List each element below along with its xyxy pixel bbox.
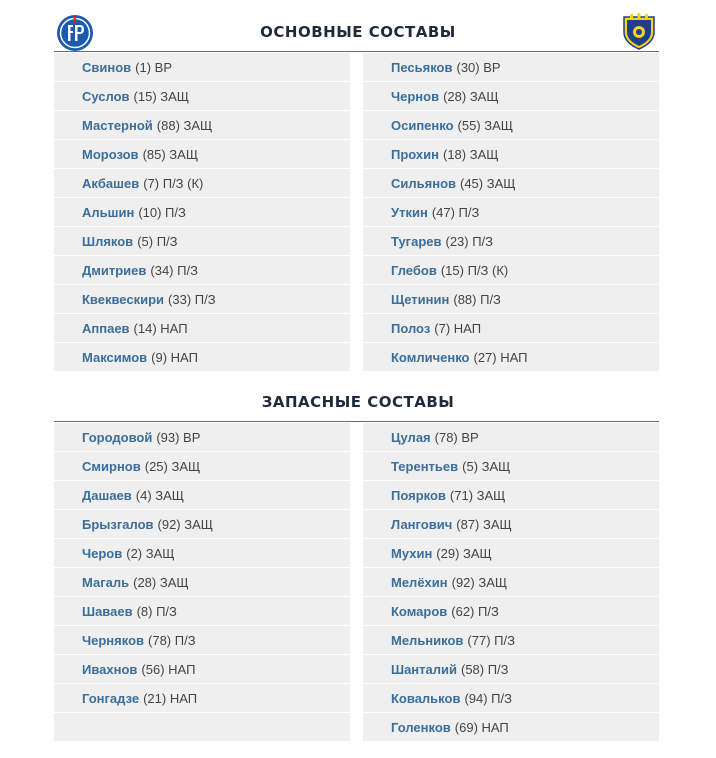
player-info: (85) ЗАЩ: [142, 146, 199, 162]
player-name-link[interactable]: Комличенко: [391, 349, 470, 365]
player-info: (30) ВР: [456, 59, 501, 75]
player-name-link[interactable]: Прохин: [391, 146, 439, 162]
player-info: (10) П/З: [138, 204, 186, 220]
player-info: (78) ВР: [434, 429, 479, 445]
player-row: [54, 82, 350, 110]
player-info: (93) ВР: [156, 429, 201, 445]
player-row: [54, 256, 350, 284]
player-name-link[interactable]: Ивахнов: [82, 661, 138, 677]
player-row: [363, 626, 659, 654]
player-name-link[interactable]: Терентьев: [391, 458, 459, 474]
player-info: (55) ЗАЩ: [457, 117, 513, 133]
player-info: (47) П/З: [431, 204, 480, 220]
player-name-link[interactable]: Шанталий: [391, 661, 457, 677]
player-row: [54, 111, 350, 139]
player-info: (71) ЗАЩ: [449, 487, 506, 503]
player-row: [54, 684, 350, 712]
player-name-link[interactable]: Осипенко: [391, 117, 454, 133]
player-name-link[interactable]: Черов: [82, 545, 123, 561]
player-row: [363, 82, 659, 110]
player-info: (15) ЗАЩ: [133, 88, 189, 104]
player-row: [363, 256, 659, 284]
player-row: [54, 713, 350, 741]
player-name-link[interactable]: Брызгалов: [82, 516, 154, 532]
player-name-link[interactable]: Полоз: [391, 320, 431, 336]
player-name-link[interactable]: Суслов: [82, 88, 130, 104]
player-info: (45) ЗАЩ: [460, 175, 516, 191]
player-row: [363, 198, 659, 226]
player-row: [363, 568, 659, 596]
player-row: [363, 481, 659, 509]
player-info: (18) ЗАЩ: [442, 146, 499, 162]
player-row: [54, 140, 350, 168]
player-info: (8) П/З: [136, 603, 177, 619]
player-name-link[interactable]: Мелёхин: [391, 574, 448, 590]
player-name-link[interactable]: Черняков: [82, 632, 145, 648]
player-info: (2) ЗАЩ: [126, 545, 175, 561]
subs-lineups-title: ЗАПАСНЫЕ СОСТАВЫ: [261, 393, 455, 411]
player-info: (88) П/З: [453, 291, 501, 307]
player-info: (23) П/З: [445, 233, 494, 249]
away-starters-list: [363, 53, 659, 372]
player-name-link[interactable]: Городовой: [82, 429, 153, 445]
player-name-link[interactable]: Поярков: [391, 487, 446, 503]
player-name-link[interactable]: Уткин: [391, 204, 428, 220]
player-name-link[interactable]: Гонгадзе: [82, 690, 140, 706]
player-info: (77) П/З: [467, 632, 515, 648]
player-name-link[interactable]: Мастерной: [82, 117, 153, 133]
player-row: [363, 169, 659, 197]
player-name-link[interactable]: Смирнов: [82, 458, 141, 474]
player-name-link[interactable]: Акбашев: [82, 175, 140, 191]
player-row: [54, 314, 350, 342]
player-info: (4) ЗАЩ: [135, 487, 184, 503]
player-name-link[interactable]: Мельников: [391, 632, 464, 648]
away-subs-list: [363, 423, 659, 742]
player-row: [363, 655, 659, 683]
player-row: [54, 597, 350, 625]
player-info: (33) П/З: [168, 291, 216, 307]
player-row: [363, 140, 659, 168]
main-lineups-title: ОСНОВНЫЕ СОСТАВЫ: [260, 23, 456, 41]
player-name-link[interactable]: Песьяков: [391, 59, 453, 75]
player-row: [363, 684, 659, 712]
subs-lineups-divider: [54, 421, 659, 422]
player-info: (29) ЗАЩ: [436, 545, 492, 561]
player-row: [363, 53, 659, 81]
player-info: (87) ЗАЩ: [456, 516, 512, 532]
home-starters-list: [54, 53, 350, 372]
player-name-link[interactable]: Лангович: [391, 516, 453, 532]
player-info: (78) П/З: [148, 632, 196, 648]
player-info: (14) НАП: [133, 320, 188, 336]
player-name-link[interactable]: Максимов: [82, 349, 148, 365]
player-row: [363, 713, 659, 741]
player-info: (56) НАП: [141, 661, 196, 677]
player-info: (25) ЗАЩ: [144, 458, 201, 474]
player-info: (58) П/З: [460, 661, 509, 677]
player-info: (34) П/З: [150, 262, 198, 278]
player-row: [363, 510, 659, 538]
player-name-link[interactable]: Сильянов: [391, 175, 456, 191]
player-info: (1) ВР: [135, 59, 172, 75]
player-info: (9) НАП: [151, 349, 198, 365]
player-row: [54, 481, 350, 509]
player-row: [363, 343, 659, 371]
player-row: [54, 655, 350, 683]
player-row: [54, 568, 350, 596]
player-info: (69) НАП: [454, 719, 509, 735]
player-info: (5) ЗАЩ: [462, 458, 511, 474]
player-row: [363, 597, 659, 625]
player-info: (15) П/З (К): [440, 262, 509, 278]
player-row: [54, 343, 350, 371]
main-lineups-divider: [54, 51, 659, 52]
player-row: [54, 53, 350, 81]
player-name-link[interactable]: Шаваев: [82, 603, 133, 619]
player-row: [363, 111, 659, 139]
player-name-link[interactable]: Магаль: [82, 574, 130, 590]
player-name-link[interactable]: Чернов: [391, 88, 440, 104]
player-row: [363, 314, 659, 342]
player-info: (21) НАП: [143, 690, 198, 706]
player-row: [363, 452, 659, 480]
player-row: [54, 626, 350, 654]
player-row: [54, 539, 350, 567]
player-name-link[interactable]: Мухин: [391, 545, 433, 561]
player-info: (28) ЗАЩ: [133, 574, 189, 590]
player-info: (92) ЗАЩ: [157, 516, 213, 532]
player-row: [363, 227, 659, 255]
player-row: [54, 227, 350, 255]
player-name-link[interactable]: Тугарев: [391, 233, 442, 249]
player-row: [54, 452, 350, 480]
player-name-link[interactable]: Морозов: [82, 146, 139, 162]
player-name-link[interactable]: Шляков: [82, 233, 134, 249]
player-info: (5) П/З: [137, 233, 178, 249]
player-row: [363, 539, 659, 567]
player-row: [363, 285, 659, 313]
player-row: [54, 423, 350, 451]
player-info: (7) НАП: [434, 320, 482, 336]
player-name-link[interactable]: Цулая: [391, 429, 431, 445]
player-info: (88) ЗАЩ: [156, 117, 213, 133]
player-info: (27) НАП: [473, 349, 528, 365]
player-name-link[interactable]: Альшин: [82, 204, 135, 220]
player-name-link[interactable]: Щетинин: [391, 291, 450, 307]
player-row: [54, 169, 350, 197]
player-row: [363, 423, 659, 451]
player-name-link[interactable]: Аппаев: [82, 320, 130, 336]
player-info: (28) ЗАЩ: [443, 88, 499, 104]
home-subs-list: [54, 423, 350, 742]
player-info: (7) П/З (К): [143, 175, 204, 191]
player-info: (94) П/З: [464, 690, 512, 706]
player-row: [54, 510, 350, 538]
player-info: (92) ЗАЩ: [451, 574, 508, 590]
player-info: (62) П/З: [451, 603, 499, 619]
player-name-link[interactable]: Дашаев: [82, 487, 132, 503]
player-name-link[interactable]: Голенков: [391, 719, 451, 735]
player-name-link[interactable]: Ковальков: [391, 690, 461, 706]
player-name-link[interactable]: Глебов: [391, 262, 437, 278]
player-name-link[interactable]: Дмитриев: [82, 262, 147, 278]
player-name-link[interactable]: Квеквескири: [82, 291, 165, 307]
player-row: [54, 198, 350, 226]
player-name-link[interactable]: Свинов: [82, 59, 132, 75]
player-name-link[interactable]: Комаров: [391, 603, 448, 619]
player-row: [54, 285, 350, 313]
